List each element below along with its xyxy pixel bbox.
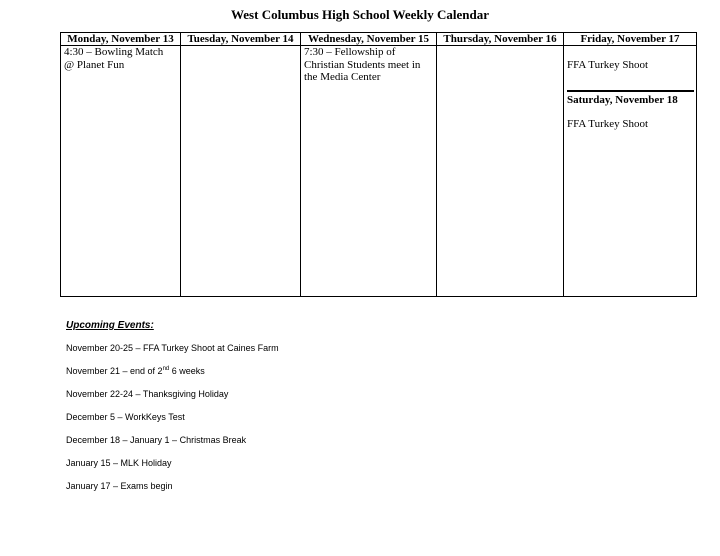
tuesday-cell <box>181 46 301 297</box>
upcoming-event-item: December 5 – WorkKeys Test <box>66 412 185 422</box>
monday-event-line: @ Planet Fun <box>64 58 125 71</box>
event-text: 6 weeks <box>169 366 205 376</box>
page-title: West Columbus High School Weekly Calendar <box>231 7 489 22</box>
wednesday-event-line: 7:30 – Fellowship of <box>304 46 396 58</box>
wednesday-event-line: Christian Students meet in <box>304 58 421 71</box>
calendar-body-row <box>61 46 697 297</box>
thursday-cell <box>437 46 564 297</box>
friday-header: Friday, November 17 <box>564 33 697 46</box>
event-text: November 21 – end of 2 <box>66 366 163 376</box>
upcoming-event-item: January 15 – MLK Holiday <box>66 458 172 468</box>
ordinal-suffix: nd <box>162 366 170 372</box>
upcoming-event-item: November 20-25 – FFA Turkey Shoot at Caines Farm <box>66 343 279 353</box>
thursday-header: Thursday, November 16 <box>437 33 564 46</box>
upcoming-event-item <box>66 365 279 388</box>
wednesday-cell <box>301 46 437 297</box>
wednesday-event-line: the Media Center <box>304 71 381 83</box>
upcoming-event-item: December 18 – January 1 – Christmas Break <box>66 435 247 445</box>
friday-event-line: FFA Turkey Shoot <box>567 59 649 71</box>
wednesday-header: Wednesday, November 15 <box>301 33 437 46</box>
upcoming-event-item: January 17 – Exams begin <box>66 481 173 491</box>
saturday-event-line: FFA Turkey Shoot <box>567 118 649 130</box>
monday-event-line: 4:30 – Bowling Match <box>64 46 164 58</box>
saturday-header: Saturday, November 18 <box>567 90 694 107</box>
tuesday-header: Tuesday, November 14 <box>181 33 301 46</box>
monday-header: Monday, November 13 <box>61 33 181 46</box>
calendar-header-row <box>61 33 697 46</box>
weekly-calendar-table <box>60 32 697 297</box>
upcoming-event-item: November 22-24 – Thanksgiving Holiday <box>66 389 229 399</box>
upcoming-events-section <box>66 320 279 503</box>
monday-cell <box>61 46 181 297</box>
upcoming-events-heading: Upcoming Events: <box>66 320 154 331</box>
friday-cell <box>564 46 697 297</box>
